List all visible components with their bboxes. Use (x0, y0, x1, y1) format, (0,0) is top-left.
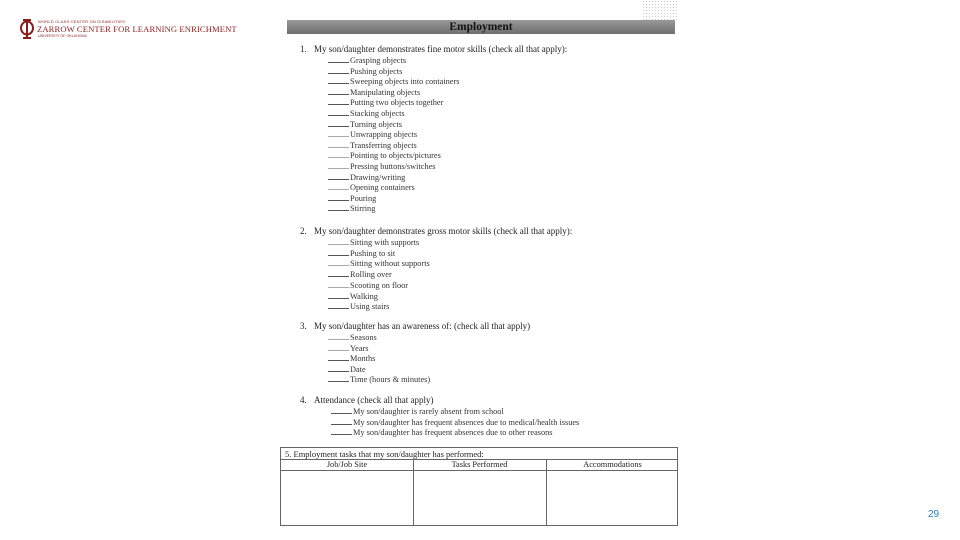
checkbox-blank-line[interactable] (328, 108, 349, 116)
table-header-tasks: Tasks Performed (451, 460, 508, 469)
checkbox-blank-line[interactable] (328, 237, 349, 245)
checkbox-blank-line[interactable] (328, 119, 349, 127)
checkbox-blank-line[interactable] (328, 343, 349, 351)
scanned-worksheet (280, 18, 680, 526)
checklist-option (331, 427, 553, 438)
option-label: Using stairs (350, 302, 390, 312)
checklist-option (328, 129, 417, 140)
scan-noise (642, 0, 678, 20)
checklist-option (328, 172, 405, 183)
option-label: Years (350, 343, 369, 353)
option-label: Sitting without supports (350, 259, 430, 269)
option-label: Time (hours & minutes) (350, 375, 431, 385)
checkbox-blank-line[interactable] (331, 417, 352, 425)
logo-center-name: ZARROW CENTER FOR LEARNING ENRICHMENT (37, 24, 237, 34)
checklist-option (328, 248, 395, 259)
option-label: Manipulating objects (350, 87, 421, 97)
option-label: Transferring objects (350, 140, 417, 150)
question-number: 4. (300, 395, 307, 405)
university-logo (20, 19, 237, 39)
table-header-accommodations: Accommodations (583, 460, 642, 469)
checkbox-blank-line[interactable] (328, 87, 349, 95)
checkbox-blank-line[interactable] (328, 364, 349, 372)
checklist-option (331, 417, 579, 428)
checklist-option (328, 97, 443, 108)
question-number: 2. (300, 226, 307, 236)
checklist-option (328, 269, 392, 280)
checkbox-blank-line[interactable] (328, 332, 349, 340)
checkbox-blank-line[interactable] (328, 280, 349, 288)
checklist-option (328, 203, 375, 214)
option-label: My son/daughter has frequent absences due to other reasons (353, 428, 553, 437)
option-label: Walking (350, 291, 378, 301)
option-label: Stirring (350, 204, 376, 214)
option-label: My son/daughter is rarely absent from school (353, 407, 504, 416)
option-label: Drawing/writing (350, 172, 406, 182)
checklist-option (328, 374, 430, 385)
question-number: 1. (300, 44, 307, 54)
checkbox-blank-line[interactable] (331, 427, 352, 435)
table-rule (281, 470, 677, 471)
checkbox-blank-line[interactable] (328, 161, 349, 169)
checkbox-blank-line[interactable] (328, 374, 349, 382)
option-label: Putting two objects together (350, 98, 444, 108)
option-label: Date (350, 364, 366, 374)
checklist-option (328, 258, 430, 269)
option-label: Seasons (350, 333, 377, 342)
checkbox-blank-line[interactable] (328, 66, 349, 74)
option-label: Sitting with supports (350, 238, 420, 247)
ou-monogram-icon (20, 19, 34, 39)
option-label: My son/daughter has frequent absences due to medical/health issues (353, 417, 580, 427)
option-label: Rolling over (350, 270, 392, 280)
checklist-option (328, 76, 459, 87)
question-text: My son/daughter demonstrates fine motor skills (check all that apply): (314, 44, 568, 54)
checkbox-blank-line[interactable] (328, 140, 349, 148)
logo-tagline: WORLD CLASS CENTER ON DISABILITIES (38, 19, 126, 24)
option-label: Pointing to objects/pictures (350, 151, 441, 161)
question-number: 3. (300, 321, 307, 331)
checkbox-blank-line[interactable] (328, 182, 349, 190)
checklist-option (328, 182, 415, 193)
table-header-job-site: Job/Job Site (326, 460, 368, 469)
employment-tasks-table (280, 447, 678, 526)
checklist-option (328, 66, 402, 77)
checklist-option (328, 280, 408, 291)
option-label: Pushing objects (350, 66, 403, 76)
checklist-option (328, 161, 436, 172)
checkbox-blank-line[interactable] (328, 301, 349, 309)
checklist-option (328, 343, 369, 354)
option-label: Pressing buttons/switches (350, 162, 436, 171)
checklist-option (328, 332, 377, 343)
option-label: Opening containers (350, 183, 415, 193)
checklist-option (328, 193, 376, 204)
option-label: Sweeping objects into containers (350, 77, 460, 87)
logo-university: UNIVERSITY OF OKLAHOMA (38, 34, 87, 38)
checklist-option (328, 291, 378, 302)
worksheet-title: Employment (287, 20, 675, 34)
checklist-option (328, 140, 417, 151)
checkbox-blank-line[interactable] (328, 269, 349, 277)
checklist-option (328, 150, 441, 161)
checklist-option (331, 406, 504, 417)
checklist-option (328, 353, 375, 364)
checkbox-blank-line[interactable] (328, 353, 349, 361)
checkbox-blank-line[interactable] (331, 406, 352, 414)
question-text: My son/daughter has an awareness of: (check all that apply) (314, 321, 531, 331)
checklist-option (328, 237, 419, 248)
checklist-option (328, 108, 405, 119)
table-title: 5. Employment tasks that my son/daughter has performed: (285, 449, 484, 459)
checkbox-blank-line[interactable] (328, 129, 349, 137)
option-label: Unwrapping objects (350, 130, 418, 140)
checklist-option (328, 301, 389, 312)
option-label: Turning objects (350, 119, 403, 129)
checkbox-blank-line[interactable] (328, 76, 349, 84)
checkbox-blank-line[interactable] (328, 258, 349, 266)
checklist-option (328, 364, 366, 375)
question-text: My son/daughter demonstrates gross motor skills (check all that apply): (314, 226, 573, 236)
checkbox-blank-line[interactable] (328, 248, 349, 256)
checkbox-blank-line[interactable] (328, 291, 349, 299)
option-label: Grasping objects (350, 56, 406, 65)
option-label: Months (350, 354, 376, 364)
checkbox-blank-line[interactable] (328, 203, 349, 211)
option-label: Pushing to sit (350, 248, 396, 258)
checklist-option (328, 55, 406, 66)
checklist-option (328, 119, 402, 130)
question-text: Attendance (check all that apply) (314, 395, 434, 405)
slide-number: 29 (928, 509, 940, 520)
checkbox-blank-line[interactable] (328, 150, 349, 158)
checkbox-blank-line[interactable] (328, 55, 349, 63)
checkbox-blank-line[interactable] (328, 97, 349, 105)
checkbox-blank-line[interactable] (328, 172, 349, 180)
option-label: Scooting on floor (350, 280, 409, 290)
option-label: Pouring (350, 193, 377, 203)
checkbox-blank-line[interactable] (328, 193, 349, 201)
option-label: Stacking objects (350, 109, 405, 118)
checklist-option (328, 87, 420, 98)
